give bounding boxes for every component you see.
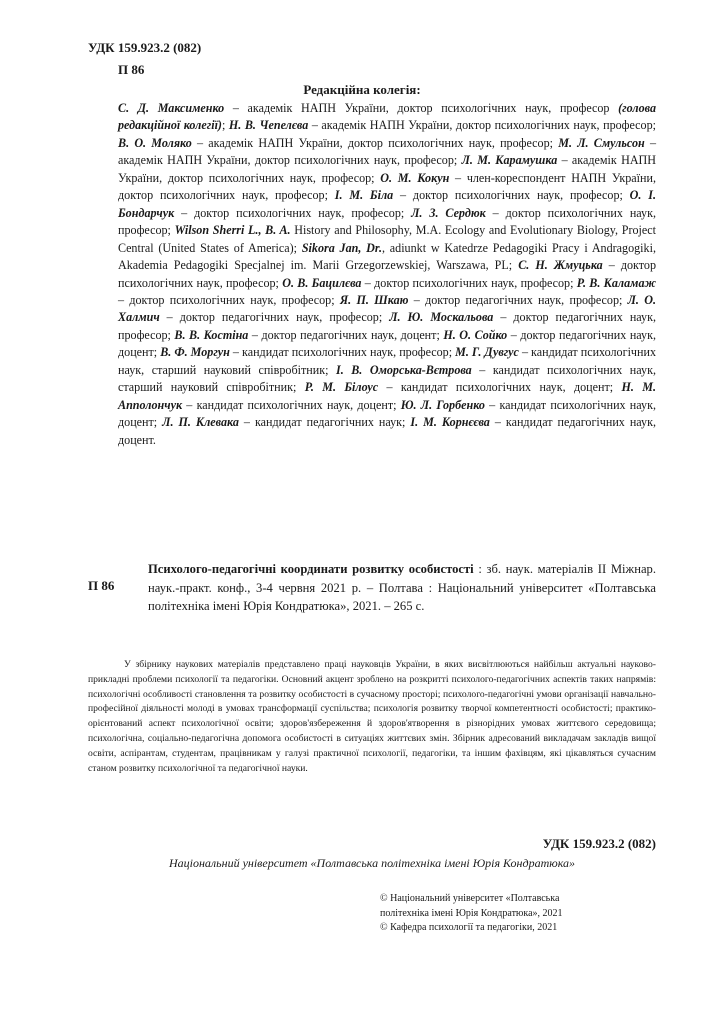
board-member-title: – академік НАПН України, доктор психологічних наук, професор — [224, 101, 619, 115]
board-member-name: О. М. Кокун — [380, 170, 450, 185]
board-member-title: – доктор психологічних наук, професор; — [118, 205, 656, 238]
board-member-name: Sikora Jan, Dr. — [301, 240, 382, 255]
board-member-name: С. Д. Максименко — [118, 101, 225, 115]
board-member-title: – доктор педагогічних наук, професор; — [118, 310, 656, 342]
board-member-title: ; — [221, 118, 229, 133]
copyright-line: політехніка імені Юрія Кондратюка», 2021 — [380, 907, 563, 919]
board-member-title: – академік НАПН України, доктор психологічних наук, професор; — [118, 135, 657, 168]
board-member-name: Н. В. Чепелєва — [228, 118, 309, 133]
copyright-line: © Кафедра психології та педагогіки, 2021 — [380, 922, 558, 933]
board-member-name: Н. О. Сойко — [443, 327, 508, 342]
book-author-mark: П 86 — [88, 578, 115, 593]
editorial-board-title: Редакційна колегія: — [303, 82, 421, 97]
board-member-title: – доктор психологічних наук, професор; — [118, 292, 340, 307]
board-member-name: Л. О. Халмич — [118, 292, 656, 325]
board-member-name: І. М. Корнєєва — [410, 415, 490, 430]
board-member-name: І. В. Оморська-Вєтрова — [335, 362, 472, 377]
board-member-name: (голова редакційної колегії) — [118, 101, 656, 133]
board-member-title: – доктор психологічних наук, професор; — [118, 258, 656, 290]
board-member-title: – кандидат психологічних наук, доцент; — [378, 380, 622, 395]
board-member-title: – доктор психологічних наук, професор; — [174, 205, 412, 220]
board-member-title: – кандидат педагогічних наук; — [238, 415, 411, 430]
book-bibliographic-description — [148, 560, 656, 616]
board-member-title: – доктор психологічних наук, професор; — [361, 275, 577, 290]
board-member-name: Л. Ю. Москальова — [389, 310, 494, 325]
board-member-name: Я. П. Шкаю — [339, 292, 409, 307]
book-abstract: У збірнику наукових матеріалів представлено праці науковців України, в яких висвітлюються найбільш актуальні науково-прикладні проблеми психології та педагогіки. Основний акцент зроблено на розкритті психолого-педагогічних аспектів таких напрямів: психологічні особливості становлення та розвитку особистості в сучасному просторі; психолого-педагогічні умови організації навчально-професійної діяльності молоді в умовах трансформації суспільства; психологія розвитку творчої компетентності особистості; практико-орієнтований аспект психологічної освіти; здоров'язбереження й здоров'ятворення в різнорідних умовах життєвого середовища; психологічна, соціально-педагогічна допомога особистості в ситуаціях життєвих змін. Збірник адресований викладачам закладів вищої освіти, аспірантам, студентам, працівникам у галузі практичної психології, педагогіки, та іншим фахівцям, які цікавляться сучасним станом розвитку психологічної та педагогічної науки. — [88, 659, 656, 774]
board-member-title: – доктор психологічних наук, професор; — [393, 188, 630, 203]
board-member-name: Л. П. Клевака — [162, 415, 239, 430]
board-member-name: М. Г. Дувгус — [455, 345, 519, 360]
board-member-name: Н. М. Апполончук — [118, 380, 656, 412]
copyright-block — [380, 892, 656, 936]
board-member-title: – кандидат психологічних наук, професор; — [229, 345, 456, 360]
board-member-name: О. В. Бацилєва — [282, 275, 362, 290]
udk-code: УДК 159.923.2 (082) — [88, 40, 202, 55]
board-member-title: – кандидат психологічних наук, старший науковий співробітник; — [118, 362, 656, 395]
board-member-name: І. М. Біла — [334, 188, 394, 203]
board-member-name: В. О. Моляко — [118, 135, 192, 150]
board-member-name: В. Ф. Моргун — [160, 345, 230, 360]
university-name: Національний університет «Полтавська політехніка імені Юрія Кондратюка» — [168, 856, 576, 870]
book-details: : зб. наук. матеріалів ІІ Міжнар. наук.-практ. конф., 3-4 червня 2021 р. – Полтава : Національний університет «Полтавська політехніка імені Юрія Кондратюка», 2021. – 265 с. — [148, 562, 656, 613]
board-member-title: – доктор педагогічних наук, доцент; — [118, 327, 656, 360]
board-member-name: Л. З. Сердюк — [411, 205, 486, 220]
board-member-title: – член-кореспондент НАПН України, доктор психологічних наук, професор; — [118, 170, 656, 203]
author-mark-code: П 86 — [118, 62, 145, 77]
board-member-title: – доктор педагогічних наук, професор; — [408, 292, 628, 307]
board-member-title: – академік НАПН України, доктор психологічних наук, професор; — [191, 135, 559, 150]
board-member-name: С. Н. Жмуцька — [518, 258, 603, 273]
book-title: Психолого-педагогічні координати розвитку особистості — [148, 562, 474, 576]
board-member-name: Л. М. Карамушка — [461, 153, 558, 168]
board-member-name: Wilson Sherri L., B. A. — [174, 223, 291, 238]
board-member-title: – доктор педагогічних наук, доцент; — [248, 327, 444, 342]
board-member-title: – доктор педагогічних наук, професор; — [159, 310, 390, 325]
board-member-name: Р. М. Білоус — [304, 380, 379, 395]
board-member-title: – кандидат психологічних наук, доцент; — [182, 397, 401, 412]
board-member-title: – академік НАПН України, доктор психологічних наук, професор; — [118, 153, 657, 185]
board-member-title: – кандидат педагогічних наук, доцент. — [118, 415, 657, 447]
board-member-name: Р. В. Каламаж — [576, 275, 657, 290]
board-member-name: М. Л. Смульсон — [558, 135, 645, 150]
board-member-title: , adiunkt w Katedrze Pedagogiki Pracy i Andragogiki, Akademia Pedagogiki Specjalnej im. Marii Grzegorzewskiej, Warszawa, PL; — [118, 240, 656, 273]
board-member-name: Ю. Л. Горбенко — [400, 397, 485, 412]
board-member-name: О. І. Бондарчук — [118, 188, 656, 220]
copyright-line: © Національний університет «Полтавська — [380, 893, 560, 904]
board-member-title: – академік НАПН України, доктор психологічних наук, професор; — [308, 118, 656, 133]
board-member-name: В. В. Костіна — [174, 327, 249, 342]
udk-code-bottom: УДК 159.923.2 (082) — [542, 836, 656, 851]
editorial-board-list — [118, 100, 656, 449]
board-member-title: – кандидат психологічних наук, старший науковий співробітник; — [118, 345, 656, 377]
board-member-title: History and Philosophy, M.A. Ecology and Evolutionary Biology, Project Central (United States of America); — [118, 223, 656, 255]
board-member-title: – кандидат психологічних наук, доцент; — [118, 397, 656, 430]
